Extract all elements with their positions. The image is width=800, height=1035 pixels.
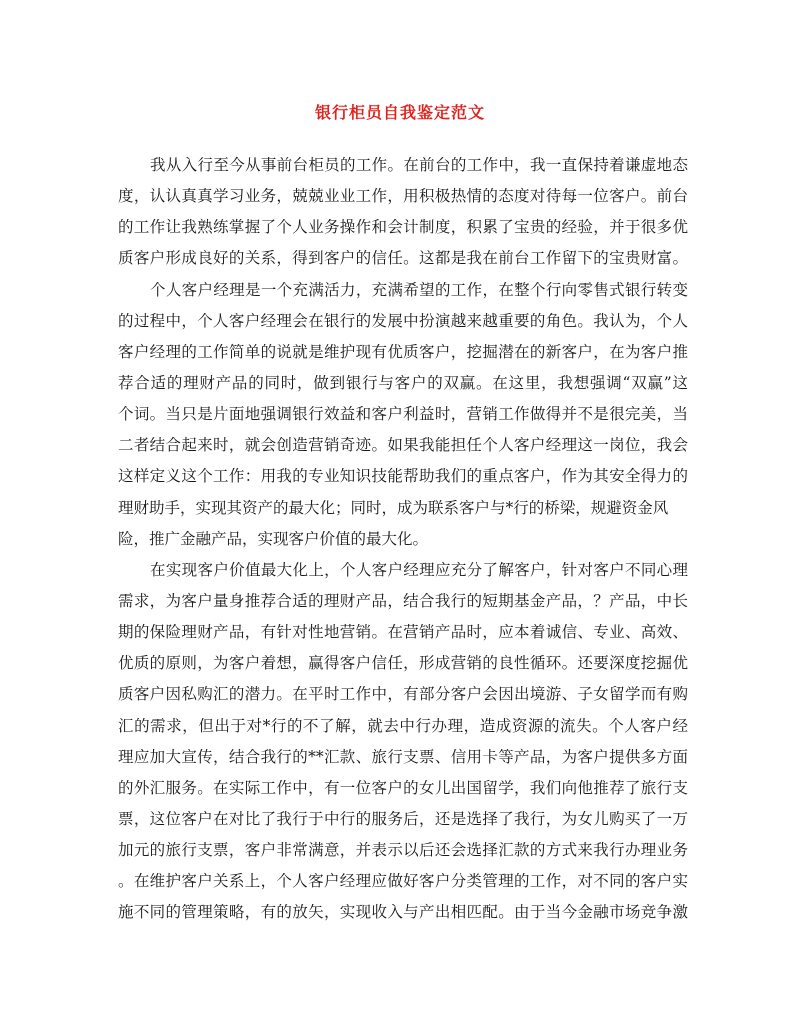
text-line: 需求，为客户量身推荐合适的理财产品，结合我行的短期基金产品，？产品，中长 [118,591,688,610]
text-line: 的外汇服务。在实际工作中，有一位客户的女儿出国留学，我们向他推荐了旅行支 [118,778,688,797]
text-line: 二者结合起来时，就会创造营销奇迹。如果我能担任个人客户经理这一岗位，我会 [118,436,688,455]
text-line: 质客户形成良好的关系，得到客户的信任。这都是我在前台工作留下的宝贵财富。 [118,249,688,268]
document-title: 银行柜员自我鉴定范文 [314,103,485,122]
text-line: 这样定义这个工作：用我的专业知识技能帮助我们的重点客户，作为其安全得力的 [118,467,688,486]
text-line: 理应加大宣传，结合我行的**汇款、旅行支票、信用卡等产品，为客户提供多方面 [118,747,688,766]
text-line: 加元的旅行支票，客户非常满意，并表示以后还会选择汇款的方式来我行办理业务 [118,841,688,860]
text-line: 个词。当只是片面地强调银行效益和客户利益时，营销工作做得并不是很完美，当 [118,405,688,424]
text-line: 在实现客户价值最大化上，个人客户经理应充分了解客户，针对客户不同心理 [150,560,688,579]
text-line: 施不同的管理策略，有的放矢，实现收入与产出相匹配。由于当今金融市场竞争激 [118,903,688,922]
text-line: 个人客户经理是一个充满活力，充满希望的工作，在整个行向零售式银行转变 [150,280,688,299]
document-body [118,150,688,929]
text-line: 度，认认真真学习业务，兢兢业业工作，用积极热情的态度对待每一位客户。前台 [118,187,688,206]
text-line: 质客户因私购汇的潜力。在平时工作中，有部分客户会因出境游、子女留学而有购 [118,685,688,704]
text-line: 的过程中，个人客户经理会在银行的发展中扮演越来越重要的角色。我认为，个人 [118,311,688,330]
text-line: 险，推广金融产品，实现客户价值的最大化。 [118,529,429,548]
text-line: 优质的原则，为客户着想，赢得客户信任，形成营销的良性循环。还要深度挖掘优 [118,654,688,673]
text-line: 。在维护客户关系上，个人客户经理应做好客户分类管理的工作，对不同的客户实 [118,872,688,891]
text-line: 客户经理的工作简单的说就是维护现有优质客户，挖掘潜在的新客户，在为客户推 [118,342,688,361]
text-line: 汇的需求，但出于对*行的不了解，就去中行办理，造成资源的流失。个人客户经 [118,716,688,735]
text-line: 荐合适的理财产品的同时，做到银行与客户的双赢。在这里，我想强调“双赢”这 [118,373,688,392]
text-line: 票，这位客户在对比了我行于中行的服务后，还是选择了我行，为女儿购买了一万 [118,809,688,828]
text-line: 期的保险理财产品，有针对性地营销。在营销产品时，应本着诚信、专业、高效、 [118,623,688,642]
text-line: 理财助手，实现其资产的最大化；同时，成为联系客户与*行的桥梁，规避资金风 [118,498,669,517]
text-line: 的工作让我熟练掌握了个人业务操作和会计制度，积累了宝贵的经验，并于很多优 [118,218,688,237]
text-line: 我从入行至今从事前台柜员的工作。在前台的工作中，我一直保持着谦虚地态 [150,156,688,174]
